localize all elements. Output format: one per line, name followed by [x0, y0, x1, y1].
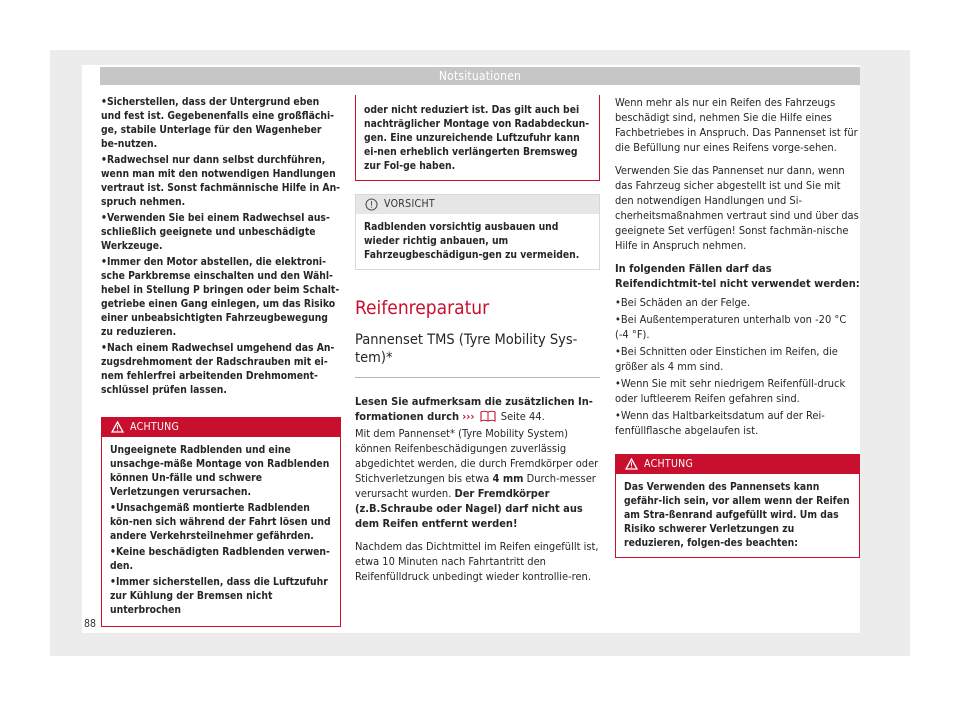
bullet-icon: •	[101, 96, 107, 108]
sub-title: Pannenset TMS (Tyre Mobility Sys-tem)*	[355, 332, 578, 366]
list-item: •Nach einem Radwechsel umgehend das An-zugsdrehmoment der Radschrauben mit ei-nem fehlerfrei arbeitenden Drehmoment-schlüssel prüfen lassen.	[101, 342, 335, 396]
list-heading: In folgenden Fällen darf das Reifendichtmit-tel nicht verwendet werden:	[615, 262, 860, 290]
list-item: •Wenn das Haltbarkeitsdatum auf der Rei-fenfüllflasche abgelaufen ist.	[615, 409, 825, 437]
bullet-icon: •	[615, 345, 621, 358]
book-icon	[480, 410, 496, 422]
list-item: •Sicherstellen, dass der Untergrund eben und fest ist. Gegebenenfalls eine großflächi-ge, stabile Unterlage für den Wagenheber be-nutzen.	[101, 96, 334, 150]
list-item: •Wenn Sie mit sehr niedrigem Reifenfüll-druck oder luftleerem Reifen gefahren sind.	[615, 377, 846, 405]
conditions-list	[615, 295, 860, 438]
warning-header	[616, 455, 859, 474]
section-title: Reifenreparatur	[355, 297, 490, 319]
list-item: •Keine beschädigten Radblenden verwen-den.	[110, 546, 330, 572]
bullet-icon: •	[101, 256, 107, 268]
page-number: 88	[84, 618, 97, 630]
list-item: •Bei Außentemperaturen unterhalb von -20 °C (-4 °F).	[615, 313, 847, 341]
bullet-icon: •	[101, 342, 107, 354]
paragraph: Nachdem das Dichtmittel im Reifen eingefüllt ist, etwa 10 Minuten nach Fahrtantritt den Reifenfülldruck unbedingt wieder kontrollie-ren.	[355, 540, 599, 583]
caution-text: Radblenden vorsichtig ausbauen und wieder richtig anbauen, um Fahrzeugbeschädigun-gen zu vermeiden.	[364, 221, 580, 261]
bullet-icon: •	[615, 313, 621, 326]
bullet-icon: •	[101, 154, 107, 166]
bullet-icon: •	[615, 377, 621, 390]
header-title: Notsituationen	[438, 69, 522, 83]
bullet-icon: •	[110, 502, 116, 514]
info-circle-icon	[365, 198, 378, 211]
list-item: •Verwenden Sie bei einem Radwechsel aus-schließlich geeignete und unbeschädigte Werkzeuge.	[101, 212, 330, 252]
reference-arrow: ›››	[462, 410, 475, 423]
warning-triangle-icon	[625, 458, 638, 470]
warning-intro: Ungeeignete Radblenden und eine unsachge-mäße Montage von Radblenden können Un-fälle und schwere Verletzungen verursachen.	[110, 444, 330, 498]
intro-reference: Lesen Sie aufmerksam die zusätzlichen In-formationen durch ››› Seite 44.	[355, 395, 593, 423]
caution-box	[355, 194, 600, 270]
list-item: •Radwechsel nur dann selbst durchführen, wenn man mit den notwendigen Handlungen vertraut ist. Sonst fachmännische Hilfe in An-spruch nehmen.	[101, 154, 341, 208]
column-2	[355, 95, 600, 584]
reference-link[interactable]: Seite 44.	[500, 410, 545, 423]
warning-box	[101, 417, 341, 627]
divider	[355, 377, 600, 378]
warning-header	[102, 418, 340, 437]
column-3	[615, 95, 860, 558]
bullet-icon: •	[615, 296, 621, 309]
warning-text: Das Verwenden des Pannensets kann gefähr-lich sein, vor allem wenn der Reifen am Stra-ßenrand aufgefüllt wird. Um das Risiko schwerer Verletzungen zu reduzieren, folgen-des beachten:	[624, 481, 850, 549]
bullet-icon: •	[615, 409, 621, 422]
list-item: •Immer den Motor abstellen, die elektroni-sche Parkbremse einschalten und den Wähl-hebel in Stellung P bringen oder beim Schalt-getriebe einen Gang einlegen, um das Risiko einer unbeabsichtigten Fahrzeugbewegung zu reduzieren.	[101, 256, 340, 338]
list-item: •Unsachgemäß montierte Radblenden kön-nen sich während der Fahrt lösen und andere Verkehrsteilnehmer gefährden.	[110, 502, 331, 542]
warning-triangle-icon	[111, 421, 124, 433]
column-1	[101, 95, 341, 627]
warning-continuation: oder nicht reduziert ist. Das gilt auch bei nachträglicher Montage von Radabdeckun-gen. Eine unzureichende Luftzufuhr kann ei-nen erheblich verlängerten Bremsweg zur Fol-ge haben.	[364, 104, 590, 172]
warning-box-continued	[355, 95, 600, 181]
list-item: •Bei Schnitten oder Einstichen im Reifen, die größer als 4 mm sind.	[615, 345, 838, 373]
caution-header	[356, 195, 599, 214]
list-item: •Immer sicherstellen, dass die Luftzufuhr zur Kühlung der Bremsen nicht unterbrochen	[110, 576, 328, 616]
paragraph: Verwenden Sie das Pannenset nur dann, wenn das Fahrzeug sicher abgestellt ist und Sie mit den notwendigen Handlungen und Si-cherheitsmaßnahmen vertraut sind und über das geeignete Set verfügen! Sonst fachmän-nische Hilfe in Anspruch nehmen.	[615, 164, 859, 252]
bullet-icon: •	[101, 212, 107, 224]
list-item: •Bei Schäden an der Felge.	[615, 296, 750, 309]
warning-label: ACHTUNG	[130, 421, 180, 433]
bullet-icon: •	[110, 576, 116, 588]
safety-bullet-list	[101, 95, 341, 397]
bullet-icon: •	[110, 546, 116, 558]
warning-body	[102, 437, 340, 626]
warning-box	[615, 454, 860, 558]
paragraph: Mit dem Pannenset* (Tyre Mobility System) können Reifenbeschädigungen zuverlässig abgedichtet werden, die durch Fremdkörper oder Stichverletzungen bis etwa 4 mm Durch-messer verursacht wurden. Der Fremdkörper (z.B.Schraube oder Nagel) darf nicht aus dem Reifen entfernt werden!	[355, 427, 599, 530]
caution-label: VORSICHT	[384, 198, 435, 210]
warning-label: ACHTUNG	[644, 458, 694, 470]
paragraph: Wenn mehr als nur ein Reifen des Fahrzeugs beschädigt sind, nehmen Sie die Hilfe eines Fachbetriebes in Anspruch. Das Pannenset ist für die Befüllung nur eines Reifens vorge-sehen.	[615, 96, 858, 154]
page-header	[100, 67, 860, 85]
